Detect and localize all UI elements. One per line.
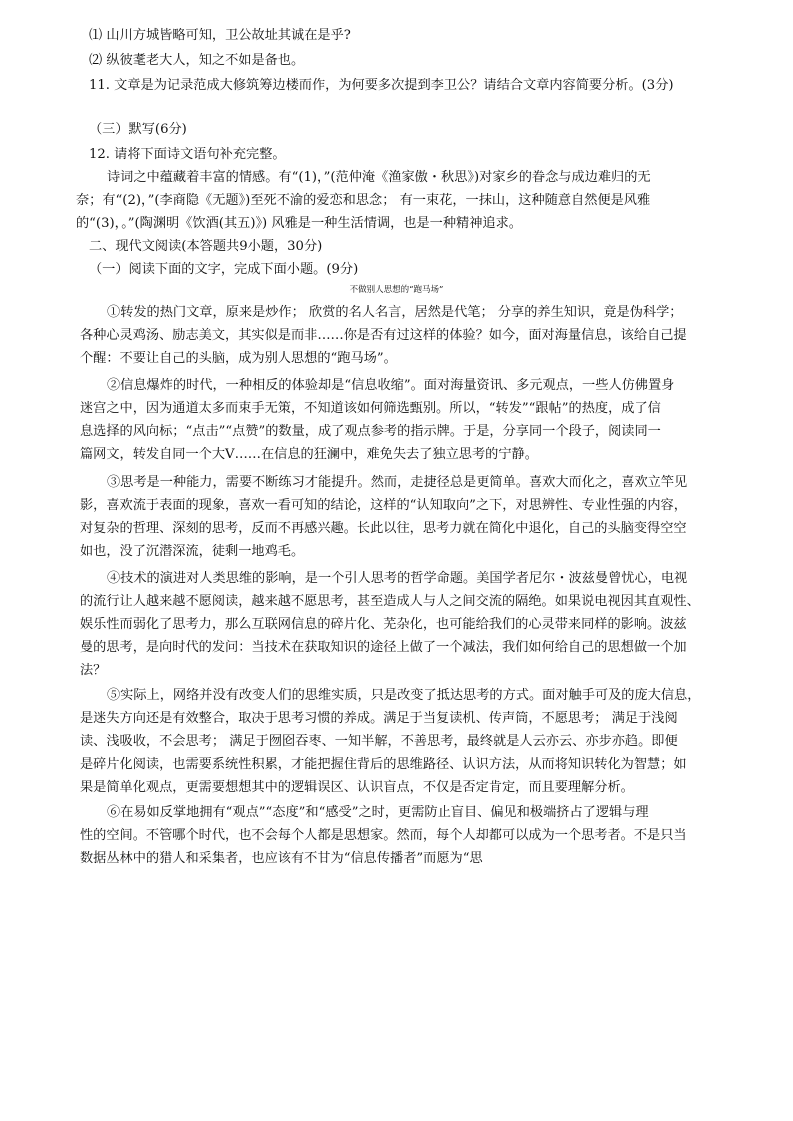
text-line: 法？ bbox=[80, 663, 107, 678]
text-line: 是碎片化阅读，也需要系统性积累，才能把握住背后的思维路径、认识方法，从而将知识转化为智慧；如 bbox=[80, 757, 687, 772]
text-line: 曼的思考，是向时代的发问：当技术在获取知识的途径上做了一个减法，我们如何给自己的思想做一个加 bbox=[80, 640, 687, 655]
section-heading: （一）阅读下面的文字，完成下面小题。(9分) bbox=[89, 262, 359, 277]
text-line: 11. 文章是为记录范成大修筑筹边楼而作，为何要多次提到李卫公？请结合文章内容简要分析。(3分) bbox=[89, 78, 674, 93]
text-line: 的流行让人越来越不愿阅读，越来越不愿思考，甚至造成人与人之间交流的隔绝。如果说电视因其直观性、 bbox=[80, 594, 700, 609]
text-line: ④技术的演进对人类思维的影响，是一个引人思考的哲学命题。美国学者尼尔・波兹曼曾忧心，电视 bbox=[107, 571, 688, 586]
text-line: ⑥在易如反掌地拥有“观点”“态度”和“感受”之时，更需防止盲目、偏见和极端挤占了逻辑与理 bbox=[107, 805, 649, 820]
text-line: ⑵ 纵彼耄老大人，知之不如是备也。 bbox=[89, 53, 305, 68]
text-line: 各种心灵鸡汤、励志美文，其实似是而非……你是否有过这样的体验？如今，面对海量信息，该给自己提 bbox=[80, 328, 687, 343]
text-line: 数据丛林中的猎人和采集者，也应该有不甘为“信息传播者”而愿为“思 bbox=[80, 851, 483, 866]
text-line: 个醒：不要让自己的头脑，成为别人思想的“跑马场”。 bbox=[80, 351, 397, 366]
text-line: 性的空间。不管哪个时代，也不会每个人都是思想家。然而，每个人却都可以成为一个思考者。不是只当 bbox=[80, 828, 687, 843]
text-line: ②信息爆炸的时代，一种相反的体验却是“信息收缩”。面对海量资讯、多元观点，一些人仿佛置身 bbox=[107, 378, 675, 393]
text-line: ①转发的热门文章，原来是炒作； 欣赏的名人名言，居然是代笔； 分享的养生知识，竟是伪科学； bbox=[107, 305, 683, 320]
text-line: 是迷失方向还是有效整合，取决于思考习惯的养成。满足于当复读机、传声筒，不愿思考； 满足于浅阅 bbox=[80, 711, 678, 726]
text-line: ⑴ 山川方城皆略可知，卫公故址其诚在是乎? bbox=[89, 28, 351, 43]
article-title: 不做别人思想的“跑马场” bbox=[349, 285, 444, 295]
text-line: 12. 请将下面诗文语句补充完整。 bbox=[89, 147, 286, 162]
text-line: 对复杂的哲理、深刻的思考，反而不再感兴趣。长此以往，思考力就在简化中退化，自己的头脑变得空空 bbox=[80, 521, 687, 536]
section-heading: （三）默写(6分) bbox=[89, 122, 187, 137]
section-heading: 二、现代文阅读(本答题共9小题，30分) bbox=[89, 239, 323, 254]
text-line: 影，喜欢流于表面的现象，喜欢一看可知的结论，这样的“认知取向”之下，对思辨性、专业性强的内容， bbox=[80, 498, 687, 513]
text-line: 篇网文，转发自同一个大V……在信息的狂澜中，难免失去了独立思考的宁静。 bbox=[80, 447, 538, 462]
text-line: ③思考是一种能力，需要不断练习才能提升。然而，走捷径总是更简单。喜欢大而化之，喜欢立竿见 bbox=[107, 475, 688, 490]
text-line: 如也，没了沉潜深流，徒剩一地鸡毛。 bbox=[80, 544, 305, 559]
text-line: 果是简单化观点，更需要想想其中的逻辑误区、认识盲点，不仅是否定肯定，而且要理解分析。 bbox=[80, 780, 634, 795]
text-line: 迷宫之中，因为通道太多而束手无策，不知道该如何筛选甄别。所以，“转发”“跟帖”的热度，成了信 bbox=[80, 401, 661, 416]
text-line: 娱乐性而弱化了思考力，那么互联网信息的碎片化、芜杂化，也可能给我们的心灵带来同样的影响。波兹 bbox=[80, 617, 687, 632]
text-line: ⑤实际上，网络并没有改变人们的思维实质，只是改变了抵达思考的方式。面对触手可及的庞大信息， bbox=[107, 688, 701, 703]
text-line: 的“(3)，。”(陶渊明《饮酒(其五)》) 风雅是一种生活情调，也是一种精神追求。 bbox=[76, 216, 522, 231]
text-line: 读、浅吸收，不会思考； 满足于囫囵吞枣、一知半解，不善思考，最终就是人云亦云、亦步亦趋。即便 bbox=[80, 734, 678, 749]
text-line: 诗词之中蕴藏着丰富的情感。有“(1)，”(范仲淹《渔家傲・秋思》)对家乡的眷念与成边难归的无 bbox=[107, 170, 651, 185]
text-line: 奈；有“(2)，”(李商隐《无题》)至死不渝的爱恋和思念； 有一束花，一抹山，这种随意自然便是风雅 bbox=[76, 193, 651, 208]
text-line: 息选择的风向标；“点击”“点赞”的数量，成了观点参考的指示牌。于是，分享同一个段子，阅读同一 bbox=[80, 424, 661, 439]
